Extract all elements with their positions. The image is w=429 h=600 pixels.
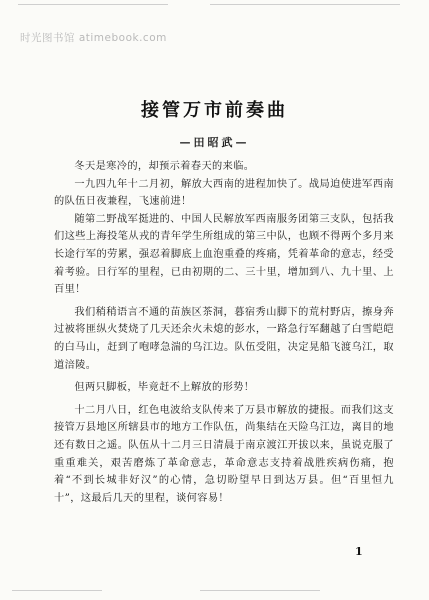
page-title: 接管万市前奏曲: [141, 100, 288, 121]
footer-rule: [12, 590, 102, 591]
paragraph: 十二月八日，红色电波给支队传来了万县市解放的捷报。而我们这支接管万县地区所辖县市的地方工作队伍，尚集结在天险乌江边，离目的地还有数日之遥。队伍从十二月三日清晨于南京渡江开拔以来，虽说克服了重重难关，艰苦磨炼了革命意志，革命意志支持着战胜疾病伤痛，抱着“不到长城非好汉”的心情，急切盼望早日到达万县。但“百里恒九十”，这最后几天的里程，谈何容易！: [54, 404, 394, 504]
paragraph: 一九四九年十二月初，解放大西南的进程加快了。战局迫使进军西南的队伍日夜兼程，飞速前进！: [54, 178, 394, 208]
header-rule: [210, 4, 400, 5]
paragraph: 但两只脚板，毕竟赶不上解放的形势！: [74, 382, 255, 394]
paragraph: 我们稍稍语言不通的苗族区茶洞，暮宿秀山脚下的荒村野店，擦身奔过被将匪纵火焚烧了几天还余火未熄的彭水，一路急行军翻越了白雪皑皑的白马山，赶到了咆哮急湍的乌江边。队伍受阻，决定晃船飞渡乌江，取道涪陵。: [54, 306, 394, 371]
page-number: 1: [355, 545, 363, 558]
watermark-text: 时光图书馆 atimebook.com: [20, 32, 167, 44]
footer-rule: [200, 590, 320, 591]
header-rule: [18, 4, 168, 5]
paragraph: 冬天是寒冷的，却预示着春天的来临。: [74, 161, 255, 172]
author-byline: —田昭武—: [179, 136, 250, 149]
article-body: [54, 158, 394, 507]
paragraph: 随第二野战军挺进的、中国人民解放军西南服务团第三支队，包括我们这些上海投笔从戎的青年学生所组成的第三中队，也顾不得两个多月来长途行军的劳累，强忍着脚底上血泡重叠的疼痛，凭着革命的意志，经受着考验。日行军的里程，已由初期的二、三十里，增加到八、九十里、上百里！: [54, 213, 394, 296]
